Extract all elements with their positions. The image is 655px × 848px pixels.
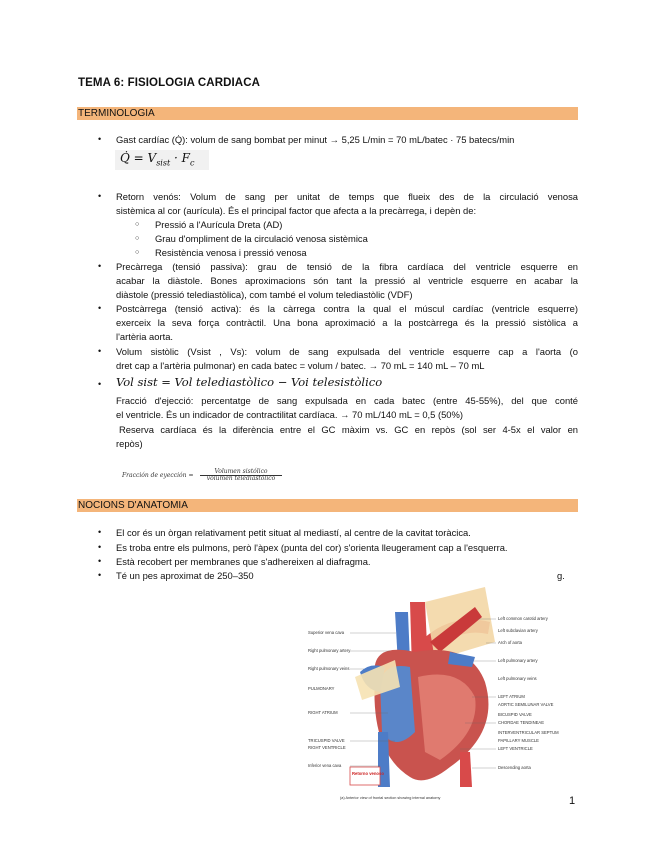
postcarrega-line-2: exerceix la seva força contràctil. Una bona aproximació a la postcàrrega és la pressió sistòlica a bbox=[116, 317, 578, 328]
heart-anatomy-diagram bbox=[300, 582, 570, 802]
diagram-label-right: Arch of aorta bbox=[498, 640, 522, 645]
reserva-cardiaca-line-2: repòs) bbox=[116, 438, 143, 449]
document-page: TEMA 6: FISIOLOGIA CARDIACA TERMINOLOGIA • Gast cardíac (Q̇): volum de sang bombat per minut → 5,25 L/min = 70 mL/batec · 75 batecs/min Q̇ = $V_{sist} \cdot F_c$ • Retorn venós: Volum de sang per unitat de temps que flueix des de la circulació venosa sistèmica al cor (aurícula). És el principal factor que afecta a la precàrrega, i depèn de: ○ Pressió a l'Aurícula Dreta (AD) ○ Grau d'ompliment de la circulació venosa sistèmica ○ Resistència venosa i pressió venosa • Precàrrega (tensió passiva): grau de tensió de la fibra cardíaca del ventricle esquerre en acabar la diàstole. Bones aproximacions són tant la pressió al ventricle esquerre en acabar la diàstole (pressió telediastòlica), com també el volum telediastòlic (VDF) • Postcàrrega (tensió activa): és la càrrega contra la qual el múscul cardíac (ventricle esquerre) exerceix la seva força contràctil. Una bona aproximació a la postcàrrega és la pressió sistòlica a l'artèria aorta. • Volum sistòlic (Vsist , Vs): volum de sang expulsada del ventricle esquerre cap a l'aorta (o dret cap a l'artèria pulmonar) en cada batec = volum / batec. → 70 mL = 140 mL – 70 mL • Vol sist = Vol telediastòlico − Voi telesistòlico Fracció d'ejecció: percentatge de sang expulsada en cada batec (entre 45-55%), del que conté el ventricle. És un indicador de contractilitat cardíaca. → 70 mL/140 mL = 0,5 (50%) Reserva cardíaca és la diferència entre el GC màxim vs. GC en repòs (sol ser 4-5x el valor en repòs) Fracción de eyección = Volumen sistólico volumen telediastólico NOCIONS D'ANATOMIA • El cor és un òrgan relativament petit situat al mediastí, al centre de la cavitat toràcica. • Es troba entre els pulmons, però l'àpex (punta del cor) s'orienta lleugerament cap a l'esquerra. • Està recobert per membranes que s'adhereixen al diafragma. • Té un pes aproximat de 250–350 g. Retorno venoso Superior vena cava Right pulmonary artery Right pulmonary veins PULMONARY RIGHT ATRIUM TRICUSPID VALVE RIGHT VENTRICLE Inferior vena cava Left common carotid artery Left subclavian artery Arch of aorta Left pulmonary artery Left pulmonary veins LEFT ATRIUM AORTIC SEMILUNAR VALVE BICUSPID VALVE CHORDAE TENDINEAE INTERVENTRICULAR SEPTUM PAPILLARY MUSCLE LEFT VENTRICLE Descending aorta (a) Anterior view of frontal section showing internal anatomy 1 bbox=[78, 77, 578, 807]
bullet: • bbox=[98, 379, 102, 389]
bullet: • bbox=[98, 134, 102, 144]
descending-aorta-shape bbox=[460, 752, 472, 787]
bullet: • bbox=[98, 556, 102, 566]
gast-cardiac-equation: Q̇ = $V_{sist} \cdot F_c$ bbox=[120, 151, 195, 168]
bullet: • bbox=[98, 570, 102, 580]
diagram-label-right: Left subclavian artery bbox=[498, 628, 538, 633]
diagram-label-right: Descending aorta bbox=[498, 765, 531, 770]
page-title: TEMA 6: FISIOLOGIA CARDIACA bbox=[78, 77, 261, 89]
bullet: • bbox=[98, 346, 102, 356]
precarrega-line-2: acabar la diàstole. Bones aproximacions són tant la pressió al ventricle esquerre en acabar la bbox=[116, 275, 578, 286]
precarrega-line-3: diàstole (pressió telediastòlica), com també el volum telediastòlic (VDF) bbox=[116, 289, 413, 300]
section-header-terminologia: TERMINOLOGIA bbox=[77, 107, 578, 120]
postcarrega-line-3: l'artèria aorta. bbox=[116, 331, 174, 342]
retorno-venoso-label: Retorno venoso bbox=[352, 771, 384, 776]
gast-cardiac-text: Gast cardíac (Q̇): volum de sang bombat per minut → 5,25 L/min = 70 mL/batec · 75 batecs/min bbox=[116, 134, 515, 145]
sub-bullet: ○ bbox=[135, 249, 140, 256]
diagram-label-right: LEFT ATRIUM bbox=[498, 694, 525, 699]
anatomy-bullet-4-unit: g. bbox=[557, 570, 565, 581]
retorno-venoso-box bbox=[350, 767, 380, 785]
postcarrega-line-1: Postcàrrega (tensió activa): és la càrrega contra la qual el múscul cardíac (ventricle esquerre) bbox=[116, 303, 578, 314]
volum-sistolic-equation: Vol sist = Vol telediastòlico − Voi telesistòlico bbox=[116, 375, 383, 389]
bullet: • bbox=[98, 542, 102, 552]
diagram-label-left: Inferior vena cava bbox=[308, 763, 342, 768]
volum-sistolic-line-1: Volum sistòlic (Vsist , Vs): volum de sang expulsada del ventricle esquerre cap a l'aorta (o bbox=[116, 346, 578, 357]
diagram-label-right: AORTIC SEMILUNAR VALVE bbox=[498, 702, 554, 707]
volum-sistolic-line-2: dret cap a l'artèria pulmonar) en cada batec = volum / batec. → 70 mL = 140 mL – 70 mL bbox=[116, 360, 485, 371]
diagram-label-left: TRICUSPID VALVE bbox=[308, 738, 345, 743]
bullet: • bbox=[98, 303, 102, 313]
diagram-label-right: BICUSPID VALVE bbox=[498, 712, 532, 717]
sub-bullet: ○ bbox=[135, 221, 140, 228]
bullet: • bbox=[98, 191, 102, 201]
sub-item-pressio-ad: Pressió a l'Aurícula Dreta (AD) bbox=[155, 219, 283, 230]
anatomy-bullet-1: El cor és un òrgan relativament petit situat al mediastí, al centre de la cavitat toràcica. bbox=[116, 527, 471, 538]
bullet: • bbox=[98, 527, 102, 537]
diagram-label-right: CHORDAE TENDINEAE bbox=[498, 720, 544, 725]
anatomy-bullet-4: Té un pes aproximat de 250–350 bbox=[116, 570, 254, 581]
diagram-label-left: Superior vena cava bbox=[308, 630, 345, 635]
diagram-label-left: RIGHT VENTRICLE bbox=[308, 745, 346, 750]
diagram-label-right: LEFT VENTRICLE bbox=[498, 746, 533, 751]
sub-bullet: ○ bbox=[135, 235, 140, 242]
retorn-venos-line-1: Retorn venós: Volum de sang per unitat de temps que flueix des de la circulació venosa bbox=[116, 191, 578, 202]
precarrega-line-1: Precàrrega (tensió passiva): grau de tensió de la fibra cardíaca del ventricle esquerre en bbox=[116, 261, 578, 272]
anatomy-bullet-3: Està recobert per membranes que s'adhereixen al diafragma. bbox=[116, 556, 371, 567]
diagram-label-left: Right pulmonary veins bbox=[308, 666, 350, 671]
retorn-venos-line-2: sistèmica al cor (aurícula). És el principal factor que afecta a la precàrrega, i depèn de: bbox=[116, 205, 477, 216]
right-label-group bbox=[498, 616, 559, 770]
reserva-cardiaca-line-1: Reserva cardíaca és la diferència entre el GC màxim vs. GC en repòs (sol ser 4-5x el valor en bbox=[119, 424, 578, 435]
anatomy-bullet-2: Es troba entre els pulmons, però l'àpex (punta del cor) s'orienta lleugerament cap a l'esquerra. bbox=[116, 542, 508, 553]
fraccio-ejeccio-line-2: el ventricle. És un indicador de contractilitat cardíaca. → 70 mL/140 mL = 0,5 (50%) bbox=[116, 409, 463, 420]
diagram-label-right: Left pulmonary artery bbox=[498, 658, 538, 663]
sub-item-grau-ompliment: Grau d'ompliment de la circulació venosa sistèmica bbox=[155, 233, 368, 244]
diagram-label-right: PAPILLARY MUSCLE bbox=[498, 738, 539, 743]
left-label-group bbox=[308, 630, 351, 768]
diagram-label-left: RIGHT ATRIUM bbox=[308, 710, 338, 715]
fraccio-ejeccio-line-1: Fracció d'ejecció: percentatge de sang expulsada en cada batec (entre 45-55%), del que conté bbox=[116, 395, 578, 406]
diagram-label-left: Right pulmonary artery bbox=[308, 648, 351, 653]
diagram-label-right: Left pulmonary veins bbox=[498, 676, 537, 681]
diagram-label-right: Left common carotid artery bbox=[498, 616, 548, 621]
diagram-label-right: INTERVENTRICULAR SEPTUM bbox=[498, 730, 559, 735]
sub-item-resistencia: Resistència venosa i pressió venosa bbox=[155, 247, 307, 258]
page-number: 1 bbox=[569, 795, 576, 807]
diagram-label-left: PULMONARY bbox=[308, 686, 335, 691]
figure-caption: (a) Anterior view of frontal section showing internal anatomy bbox=[340, 796, 441, 800]
bullet: • bbox=[98, 261, 102, 271]
section-header-anatomia: NOCIONS D'ANATOMIA bbox=[77, 499, 578, 512]
